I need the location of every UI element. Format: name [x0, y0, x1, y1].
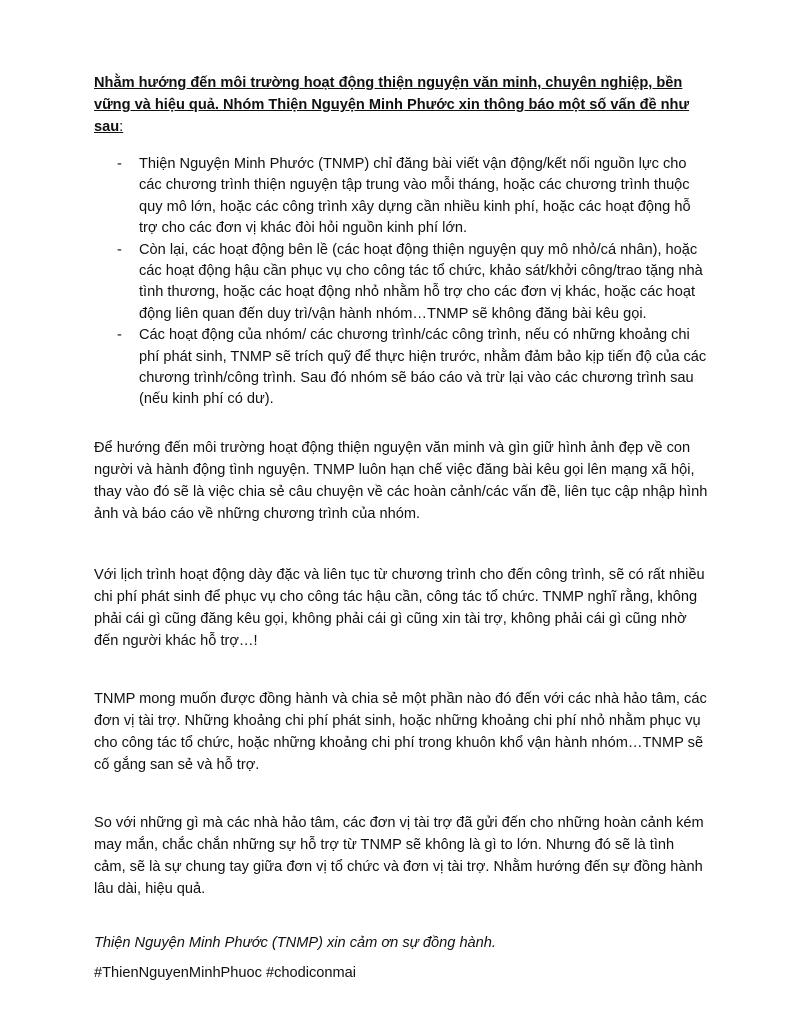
bullet-item-2 — [117, 240, 713, 326]
paragraph-1: Để hướng đến môi trường hoạt động thiện nguyện văn minh và gìn giữ hình ảnh đẹp về con người và hành động tình nguyện. TNMP luôn hạn chế việc đăng bài kêu gọi lên mạng xã hội, thay vào đó sẽ là việc chia sẻ câu chuyện về các hoàn cảnh/các vấn đề, liên tục cập nhập hình ảnh và báo cáo về những chương trình của nhóm. — [94, 440, 708, 522]
bullet-text: Thiện Nguyện Minh Phước (TNMP) chỉ đăng bài viết vận động/kết nối nguồn lực cho các chương trình thiện nguyện tập trung vào mỗi tháng, hoặc các chương trình thuộc quy mô lớn, hoặc các công trình xây dựng cần nhiều kinh phí, hoặc các hoạt động hỗ trợ cho các đơn vị khác đòi hỏi nguồn kinh phí lớn. — [139, 156, 691, 237]
bullet-dash: - — [117, 327, 122, 344]
paragraph-4: So với những gì mà các nhà hảo tâm, các đơn vị tài trợ đã gửi đến cho những hoàn cảnh kém may mắn, chắc chắn những sự hỗ trợ từ TNMP sẽ không là gì to lớn. Nhưng đó sẽ là tình cảm, sẽ là sự chung tay giữa đơn vị tổ chức và đơn vị tài trợ. Nhằm hướng đến sự đồng hành lâu dài, hiệu quả. — [94, 815, 704, 897]
policy-bullet-list — [117, 154, 713, 411]
hashtags: #ThienNguyenMinhPhuoc #chodiconmai — [94, 965, 357, 981]
bullet-text: Các hoạt động của nhóm/ các chương trình/các công trình, nếu có những khoảng chi phí phát sinh, TNMP sẽ trích quỹ để thực hiện trước, nhằm đảm bảo kịp tiến độ của các chương trình/công trình. Sau đó nhóm sẽ báo cáo và trừ lại vào các chương trình sau (nếu kinh phí có dư). — [139, 327, 707, 408]
bullet-item-3 — [117, 325, 713, 411]
paragraph-3: TNMP mong muốn được đồng hành và chia sẻ một phần nào đó đến với các nhà hảo tâm, các đơn vị tài trợ. Những khoảng chi phí phát sinh, hoặc những khoảng chi phí nhỏ nhằm phục vụ cho công tác tổ chức, hoặc những khoảng chi phí trong khuôn khổ vận hành nhóm…TNMP sẽ cố gắng san sẻ và hỗ trợ. — [94, 691, 707, 773]
bullet-item-1 — [117, 154, 713, 240]
bullet-dash: - — [117, 241, 122, 258]
announcement-heading — [94, 72, 714, 138]
bullet-dash: - — [117, 156, 122, 172]
heading-colon: : — [119, 119, 124, 135]
paragraph-2: Với lịch trình hoạt động dày đặc và liên tục từ chương trình cho đến công trình, sẽ có rất nhiều chi phí phát sinh để phục vụ cho công tác hậu cần, công tác tổ chức. TNMP nghĩ rằng, không phải cái gì cũng đăng kêu gọi, không phải cái gì cũng xin tài trợ, không phải cái gì cũng nhờ đến người khác hỗ trợ…! — [94, 567, 705, 649]
bullet-text: Còn lại, các hoạt động bên lề (các hoạt động thiện nguyện quy mô nhỏ/cá nhân), hoặc các hoạt động hậu cần phục vụ cho công tác tổ chức, khảo sát/khởi công/trao tặng nhà tình thương, hoặc các hoạt động nhỏ nhằm hỗ trợ cho các đơn vị khác, hoặc các hoạt động liên quan đến duy trì/vận hành nhóm…TNMP sẽ không đăng bài kêu gọi. — [139, 241, 703, 322]
closing-thanks: Thiện Nguyện Minh Phước (TNMP) xin cảm ơn sự đồng hành. — [94, 935, 496, 951]
heading-text: Nhằm hướng đến môi trường hoạt động thiện nguyện văn minh, chuyên nghiệp, bền vững và hiệu quả. Nhóm Thiện Nguyện Minh Phước xin thông báo một số vấn đề như sau — [94, 75, 690, 135]
